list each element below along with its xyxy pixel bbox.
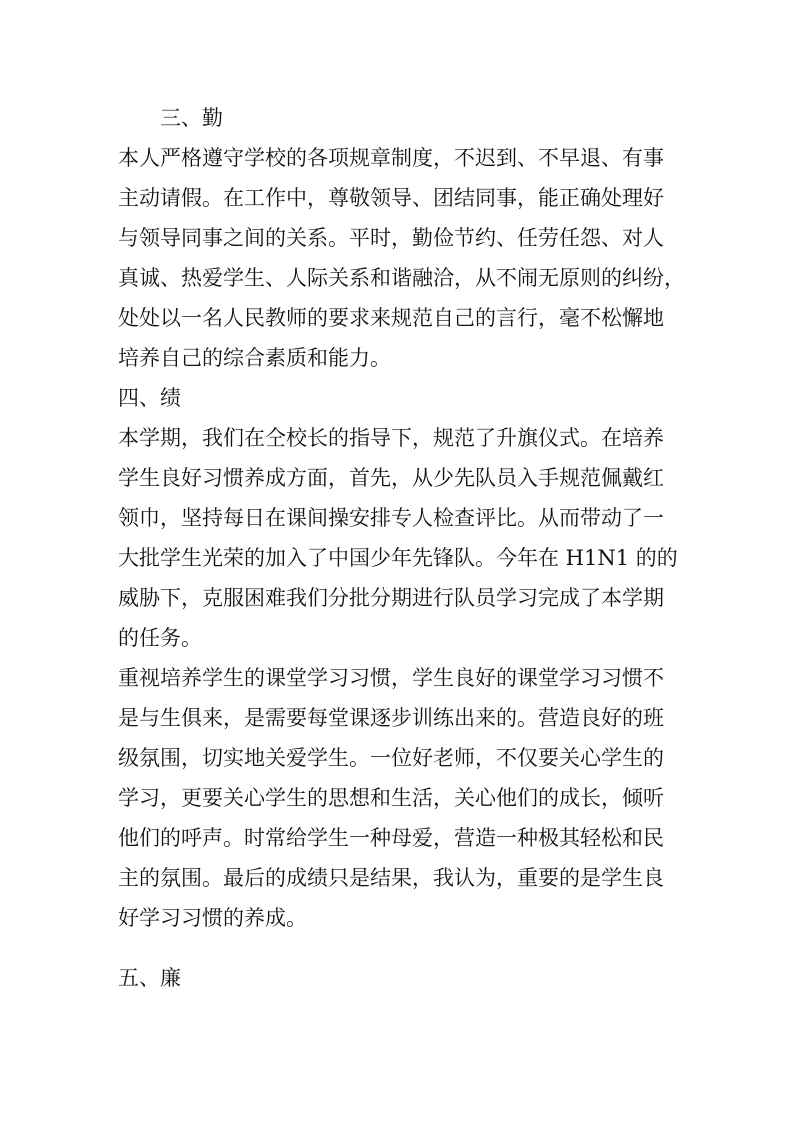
section-heading-lian: 五、廉 bbox=[118, 966, 181, 990]
paragraph-line: 是与生俱来，是需要每堂课逐步训练出来的。营造良好的班 bbox=[118, 706, 664, 730]
paragraph-line: 主动请假。在工作中，尊敬领导、团结同事，能正确处理好 bbox=[118, 186, 664, 210]
paragraph-line: 与领导同事之间的关系。平时，勤俭节约、任劳任怨、对人 bbox=[118, 226, 664, 250]
paragraph-line: 的任务。 bbox=[118, 626, 202, 650]
paragraph-line: 学生良好习惯养成方面，首先，从少先队员入手规范佩戴红 bbox=[118, 466, 664, 490]
paragraph-line: 级氛围，切实地关爱学生。一位好老师，不仅要关心学生的 bbox=[118, 746, 664, 770]
section-heading-qin: 三、勤 bbox=[160, 106, 223, 130]
section-heading-ji: 四、绩 bbox=[118, 386, 181, 410]
paragraph-line: 威胁下，克服困难我们分批分期进行队员学习完成了本学期 bbox=[118, 586, 664, 610]
paragraph-line: 领巾，坚持每日在课间操安排专人检查评比。从而带动了一 bbox=[118, 506, 664, 530]
paragraph-line: 主的氛围。最后的成绩只是结果，我认为，重要的是学生良 bbox=[118, 866, 664, 890]
paragraph-line: 重视培养学生的课堂学习习惯，学生良好的课堂学习习惯不 bbox=[118, 666, 664, 690]
paragraph-line: 处处以一名人民教师的要求来规范自己的言行，毫不松懈地 bbox=[118, 306, 664, 330]
paragraph-line: 培养自己的综合素质和能力。 bbox=[118, 346, 391, 370]
paragraph-line: 本人严格遵守学校的各项规章制度，不迟到、不早退、有事 bbox=[118, 146, 664, 170]
paragraph-line: 学习，更要关心学生的思想和生活，关心他们的成长，倾听 bbox=[118, 786, 664, 810]
paragraph-line: 真诚、热爱学生、人际关系和谐融洽，从不闹无原则的纠纷， bbox=[118, 266, 685, 290]
paragraph-line: 好学习习惯的养成。 bbox=[118, 906, 307, 930]
paragraph-line: 本学期，我们在仝校长的指导下，规范了升旗仪式。在培养 bbox=[118, 426, 664, 450]
paragraph-line: 他们的呼声。时常给学生一种母爱，营造一种极其轻松和民 bbox=[118, 826, 664, 850]
paragraph-line: 大批学生光荣的加入了中国少年先锋队。今年在 H1N1 的的 bbox=[118, 546, 678, 570]
